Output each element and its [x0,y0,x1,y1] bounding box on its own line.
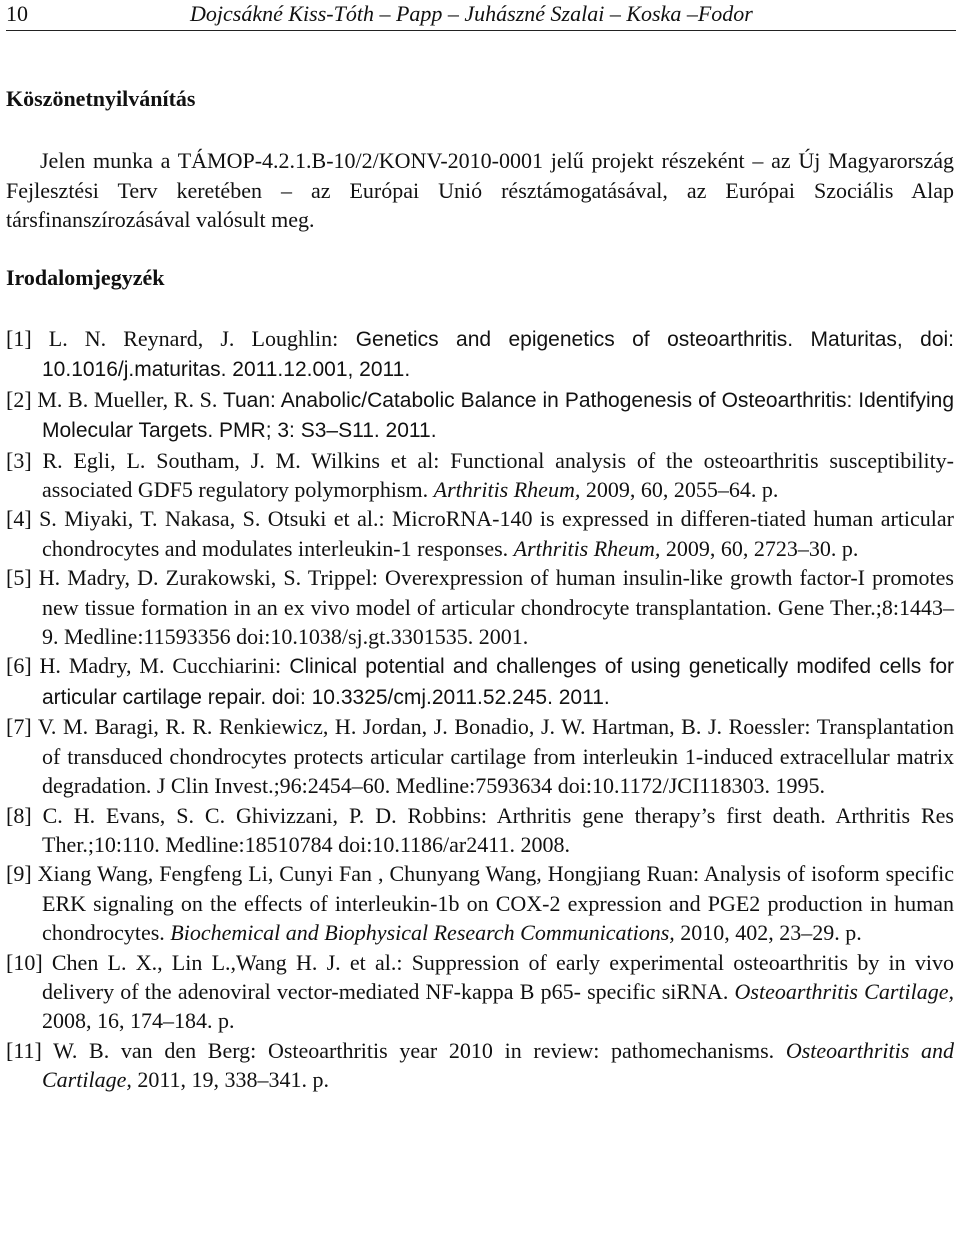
reference-number: [3] [6,447,32,473]
reference-tail: 2009, 60, 2723–30. p. [660,535,859,561]
reference-body: Suppression of early experimental osteoarthritis by in vivo delivery of the adenoviral vector-mediated NF-kappa B p65- specific siRNA. [42,949,954,1004]
reference-item [6,324,954,385]
reference-list [6,324,954,1095]
reference-authors: V. M. Baragi, R. R. Renkiewicz, H. Jordan, J. Bonadio, J. W. Hartman, B. J. Roessler: [37,714,811,740]
reference-item [6,563,954,651]
reference-authors: W. B. van den Berg: [53,1037,257,1063]
reference-number: [1] [6,326,32,351]
reference-authors: H. Madry, D. Zurakowski, S. Trippel: [38,565,378,591]
reference-item [6,385,954,446]
reference-authors: S. Miyaki, T. Nakasa, S. Otsuki et al.: [39,506,385,532]
reference-item [6,801,954,860]
reference-authors: H. Madry, M. Cucchiarini: [39,653,282,679]
reference-authors: Chen L. X., Lin L.,Wang H. J. et al.: [51,949,403,975]
reference-number: [11] [6,1037,42,1063]
reference-body: Overexpression of human insulin-like growth factor-I promotes new tissue formation in an ex vivo model of articular chondrocyte transplantation. Gene Ther.;8:1443–9. Medline:11593356 doi:10.1038/sj.gt.3301535. 2001. [42,565,954,650]
reference-item [6,446,954,505]
reference-authors: Xiang Wang, Fengfeng Li, Cunyi Fan , Chunyang Wang, Hongjiang Ruan: [37,861,700,887]
reference-body: Osteoarthritis year 2010 in review: pathomechanisms. [256,1037,786,1063]
reference-body: MicroRNA-140 is expressed in differen-tiated human articular chondrocytes and modulates interleukin-1 responses. [42,506,954,561]
reference-number: [6] [6,653,32,679]
reference-number: [10] [6,949,43,975]
reference-journal: Arthritis Rheum, [433,477,581,503]
reference-item [6,948,954,1036]
reference-journal: Osteoarthritis Cartilage, [734,978,955,1004]
reference-journal: Biochemical and Biophysical Research Communications, [170,920,675,946]
reference-authors: C. H. Evans, S. C. Ghivizzani, P. D. Robbins: [42,802,487,828]
reference-body: Tuan: Anabolic/Catabolic Balance in Pathogenesis of Osteoarthritis: Identifying Molecular Targets. PMR; 3: S3–S11. 2011. [42,388,955,443]
reference-tail: 2011, 19, 338–341. p. [131,1067,330,1093]
reference-number: [4] [6,506,32,532]
reference-number: [7] [6,714,32,740]
reference-authors: R. Egli, L. Southam, J. M. Wilkins et al: [42,447,440,473]
reference-item [6,1036,954,1095]
acknowledgement-text: Jelen munka a TÁMOP-4.2.1.B-10/2/KONV-2010-0001 jelű projekt részeként – az Új Magyarország Fejlesztési Terv keretében – az Európai Unió résztámogatásával, az Európai Szociális Alap társfinanszírozásával valósult meg. [6,148,954,232]
reference-body: Analysis of isoform specific ERK signaling on the effects of interleukin-1b on COX-2 expression and PGE2 production in human chondrocytes. [42,861,954,946]
reference-body: Functional analysis of the osteoarthritis susceptibility-associated GDF5 regulatory polymorphism. [42,447,955,503]
reference-body: Arthritis gene therapy’s first death. Arthritis Res Ther.;10:110. Medline:18510784 doi:10.1186/ar2411. 2008. [42,802,954,857]
reference-number: [9] [6,861,32,887]
reference-journal: Arthritis Rheum, [513,535,661,561]
reference-item [6,504,954,563]
running-header [6,0,956,31]
running-header-authors: Dojcsákné Kiss-Tóth – Papp – Juhászné Szalai – Koska –Fodor [190,1,753,26]
reference-item [6,859,954,947]
reference-item [6,712,954,800]
page-number: 10 [6,1,28,26]
reference-authors: M. B. Mueller, R. S. [37,386,218,412]
reference-authors: L. N. Reynard, J. Loughlin: [48,326,339,351]
reference-number: [8] [6,802,32,828]
acknowledgement-paragraph [6,146,954,235]
reference-journal: Osteoarthritis and Cartilage, [42,1037,954,1093]
reference-tail: 2008, 16, 174–184. p. [42,1008,235,1034]
reference-body: Genetics and epigenetics of osteoarthritis. Maturitas, doi: 10.1016/j.maturitas. 2011.12.001, 2011. [42,328,955,382]
references-heading: Irodalomjegyzék [6,265,165,290]
reference-tail: 2009, 60, 2055–64. p. [580,477,779,503]
reference-number: [5] [6,565,32,591]
reference-number: [2] [6,386,32,412]
reference-body: Transplantation of transduced chondrocytes protects articular cartilage from interleukin 1-induced extracellular matrix degradation. J Clin Invest.;96:2454–60. Medline:7593634 doi:10.1172/JCI118303. 1995. [42,714,955,799]
reference-tail: 2010, 402, 23–29. p. [674,920,862,946]
acknowledgement-heading: Köszönetnyilvánítás [6,86,196,111]
reference-item [6,651,954,712]
reference-body: Clinical potential and challenges of using genetically modifed cells for articular cartilage repair. doi: 10.3325/cmj.2011.52.245. 2011. [42,655,955,709]
